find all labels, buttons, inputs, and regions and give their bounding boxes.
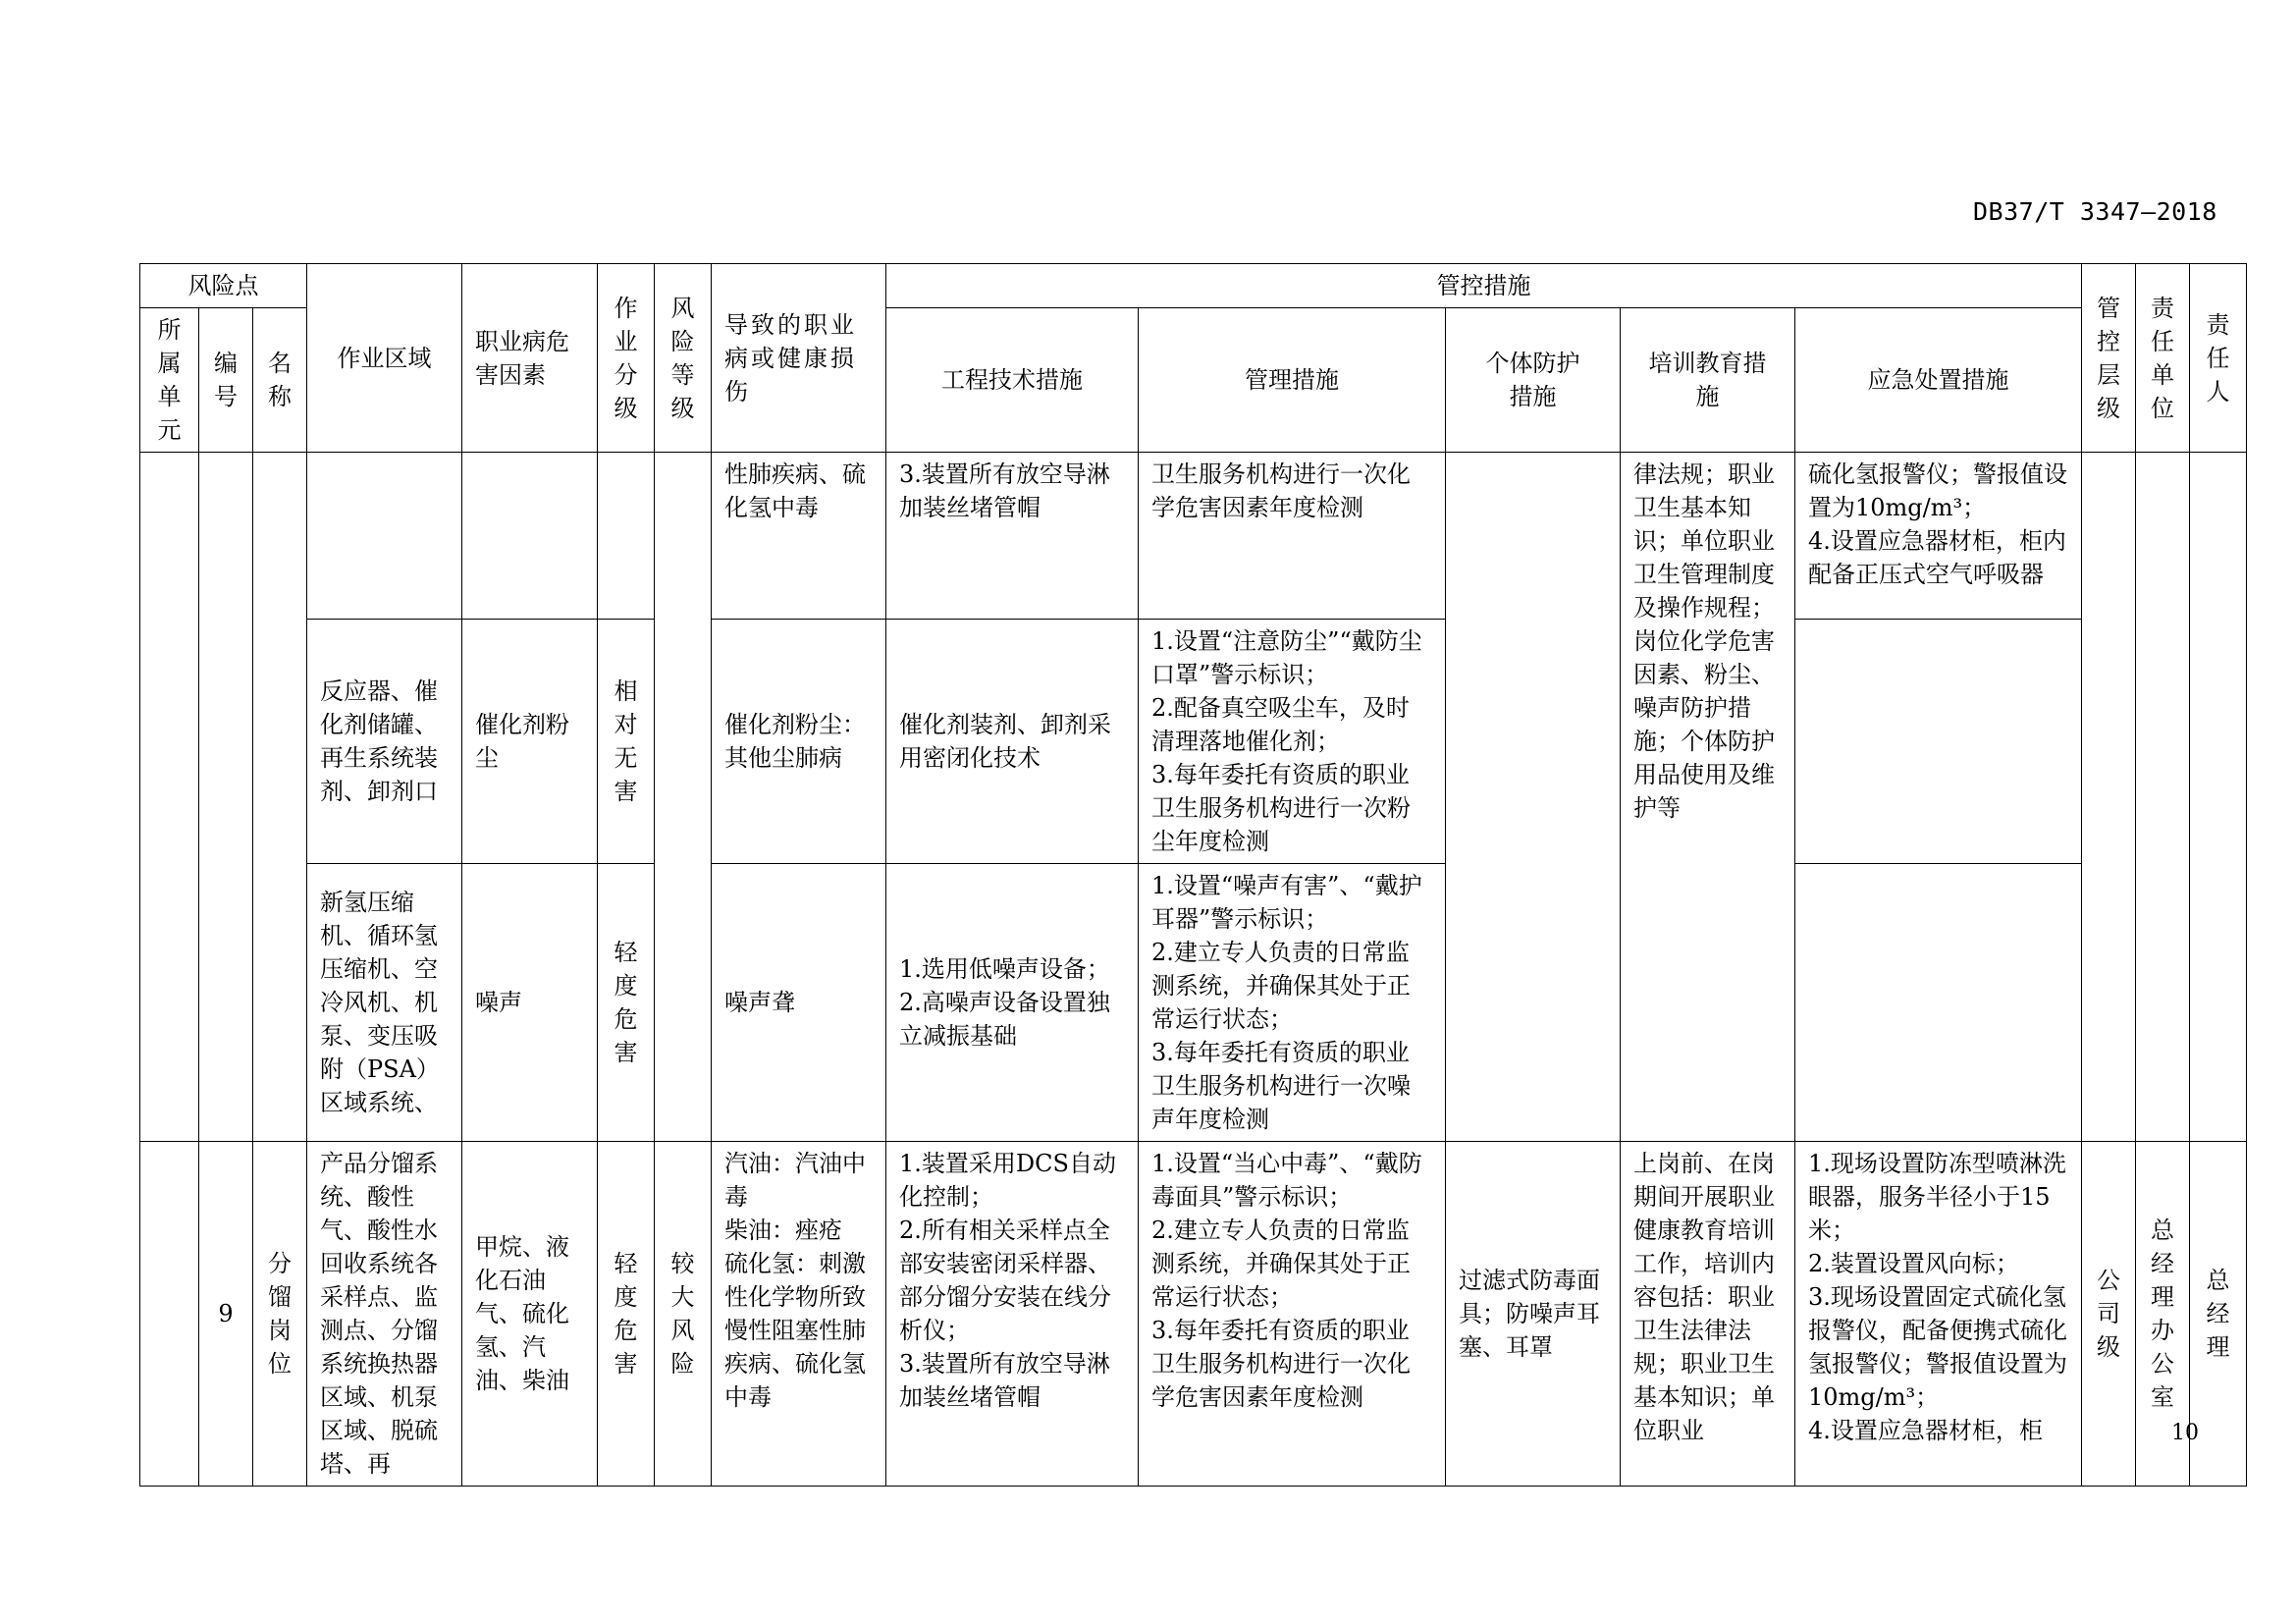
engineering-cell: 3.装置所有放空导淋加装丝堵管帽 bbox=[886, 453, 1139, 620]
area-cell: 新氢压缩机、循环氢压缩机、空冷风机、机泵、变压吸附（PSA）区域系统、 bbox=[307, 864, 462, 1142]
resp-person-cell bbox=[2190, 453, 2247, 1142]
number-header: 编 号 bbox=[199, 308, 253, 453]
engineering-header: 工程技术措施 bbox=[886, 308, 1139, 453]
unit-cell bbox=[140, 453, 199, 1142]
training-header: 培训教育措 施 bbox=[1621, 308, 1795, 453]
disease-cell: 性肺疾病、硫化氢中毒 bbox=[712, 453, 886, 620]
emergency-cell: 硫化氢报警仪；警报值设置为10mg/m³； 4.设置应急器材柜，柜内配备正压式空气呼吸器 bbox=[1795, 453, 2082, 620]
area-cell: 产品分馏系统、酸性气、酸性水回收系统各采样点、监测点、分馏系统换热器区域、机泵区域、脱硫塔、再 bbox=[307, 1142, 462, 1487]
number-cell: 9 bbox=[199, 1142, 253, 1487]
table-row bbox=[140, 453, 2247, 620]
unit-cell bbox=[140, 1142, 199, 1487]
work-class-cell: 轻 度 危 害 bbox=[598, 864, 655, 1142]
name-cell bbox=[253, 453, 307, 1142]
control-level-cell bbox=[2082, 453, 2136, 1142]
management-header: 管理措施 bbox=[1139, 308, 1446, 453]
ppe-cell: 过滤式防毒面具；防噪声耳塞、耳罩 bbox=[1446, 1142, 1621, 1487]
page-number: 10 bbox=[2171, 1421, 2199, 1445]
table-row bbox=[140, 1142, 2247, 1487]
work-class-header: 作 业 分 级 bbox=[598, 264, 655, 453]
hazard-cell: 噪声 bbox=[462, 864, 598, 1142]
resp-unit-header: 责 任 单 位 bbox=[2136, 264, 2190, 453]
engineering-cell: 1.装置采用DCS自动化控制； 2.所有相关采样点全部安装密闭采样器、部分馏分安装在线分析仪； 3.装置所有放空导淋加装丝堵管帽 bbox=[886, 1142, 1139, 1487]
emergency-header: 应急处置措施 bbox=[1795, 308, 2082, 453]
document-number: DB37/T 3347—2018 bbox=[1973, 197, 2217, 226]
risk-level-header: 风 险 等 级 bbox=[655, 264, 712, 453]
ppe-cell bbox=[1446, 453, 1621, 1142]
area-header: 作业区域 bbox=[307, 264, 462, 453]
management-cell: 卫生服务机构进行一次化学危害因素年度检测 bbox=[1139, 453, 1446, 620]
resp-unit-cell bbox=[2136, 453, 2190, 1142]
name-header: 名 称 bbox=[253, 308, 307, 453]
area-cell bbox=[307, 453, 462, 620]
management-cell: 1.设置“当心中毒”、“戴防毒面具”警示标识； 2.建立专人负责的日常监测系统，并确保其处于正常运行状态； 3.每年委托有资质的职业卫生服务机构进行一次化学危害因素年度检测 bbox=[1139, 1142, 1446, 1487]
risk-level-cell: 较 大 风 险 bbox=[655, 1142, 712, 1487]
risk-control-table bbox=[139, 263, 2247, 1487]
emergency-cell: 1.现场设置防冻型喷淋洗眼器，服务半径小于15米； 2.装置设置风向标； 3.现场设置固定式硫化氢报警仪，配备便携式硫化氢报警仪；警报值设置为10mg/m³； 4.设置应急器材柜，柜 bbox=[1795, 1142, 2082, 1487]
resp-unit-cell: 总 经 理 办 公 室 bbox=[2136, 1142, 2190, 1487]
risk-point-header: 风险点 bbox=[140, 264, 307, 308]
hazard-cell: 催化剂粉尘 bbox=[462, 620, 598, 864]
engineering-cell: 1.选用低噪声设备； 2.高噪声设备设置独立减振基础 bbox=[886, 864, 1139, 1142]
ppe-header: 个体防护 措施 bbox=[1446, 308, 1621, 453]
work-class-cell: 相 对 无 害 bbox=[598, 620, 655, 864]
disease-cell: 噪声聋 bbox=[712, 864, 886, 1142]
emergency-cell bbox=[1795, 864, 2082, 1142]
name-cell: 分 馏 岗 位 bbox=[253, 1142, 307, 1487]
risk-level-cell bbox=[655, 453, 712, 1142]
emergency-cell bbox=[1795, 620, 2082, 864]
area-cell: 反应器、催化剂储罐、再生系统装剂、卸剂口 bbox=[307, 620, 462, 864]
table-row bbox=[140, 864, 2247, 1142]
engineering-cell: 催化剂装剂、卸剂采用密闭化技术 bbox=[886, 620, 1139, 864]
control-level-header: 管 控 层 级 bbox=[2082, 264, 2136, 453]
control-level-cell: 公 司 级 bbox=[2082, 1142, 2136, 1487]
resp-person-header: 责 任 人 bbox=[2190, 264, 2247, 453]
control-measures-header: 管控措施 bbox=[886, 264, 2082, 308]
work-class-cell: 轻 度 危 害 bbox=[598, 1142, 655, 1487]
hazard-header: 职业病危 害因素 bbox=[462, 264, 598, 453]
training-cell: 上岗前、在岗期间开展职业健康教育培训工作，培训内容包括：职业卫生法律法规；职业卫生基本知识；单位职业 bbox=[1621, 1142, 1795, 1487]
hazard-cell bbox=[462, 453, 598, 620]
hazard-cell: 甲烷、液化石油气、硫化氢、汽油、柴油 bbox=[462, 1142, 598, 1487]
resp-person-cell: 总 经 理 bbox=[2190, 1142, 2247, 1487]
disease-header: 导致的职业 病或健康损 伤 bbox=[712, 264, 886, 453]
work-class-cell bbox=[598, 453, 655, 620]
table-row bbox=[140, 620, 2247, 864]
management-cell: 1.设置“噪声有害”、“戴护耳器”警示标识； 2.建立专人负责的日常监测系统，并确保其处于正常运行状态； 3.每年委托有资质的职业卫生服务机构进行一次噪声年度检测 bbox=[1139, 864, 1446, 1142]
management-cell: 1.设置“注意防尘”“戴防尘口罩”警示标识； 2.配备真空吸尘车，及时清理落地催化剂； 3.每年委托有资质的职业卫生服务机构进行一次粉尘年度检测 bbox=[1139, 620, 1446, 864]
disease-cell: 汽油：汽油中毒 柴油：痤疮 硫化氢：刺激性化学物所致慢性阻塞性肺疾病、硫化氢中毒 bbox=[712, 1142, 886, 1487]
training-cell: 律法规；职业卫生基本知识；单位职业卫生管理制度及操作规程；岗位化学危害因素、粉尘、噪声防护措施；个体防护用品使用及维护等 bbox=[1621, 453, 1795, 1142]
disease-cell: 催化剂粉尘：其他尘肺病 bbox=[712, 620, 886, 864]
unit-header: 所 属 单 元 bbox=[140, 308, 199, 453]
number-cell bbox=[199, 453, 253, 1142]
